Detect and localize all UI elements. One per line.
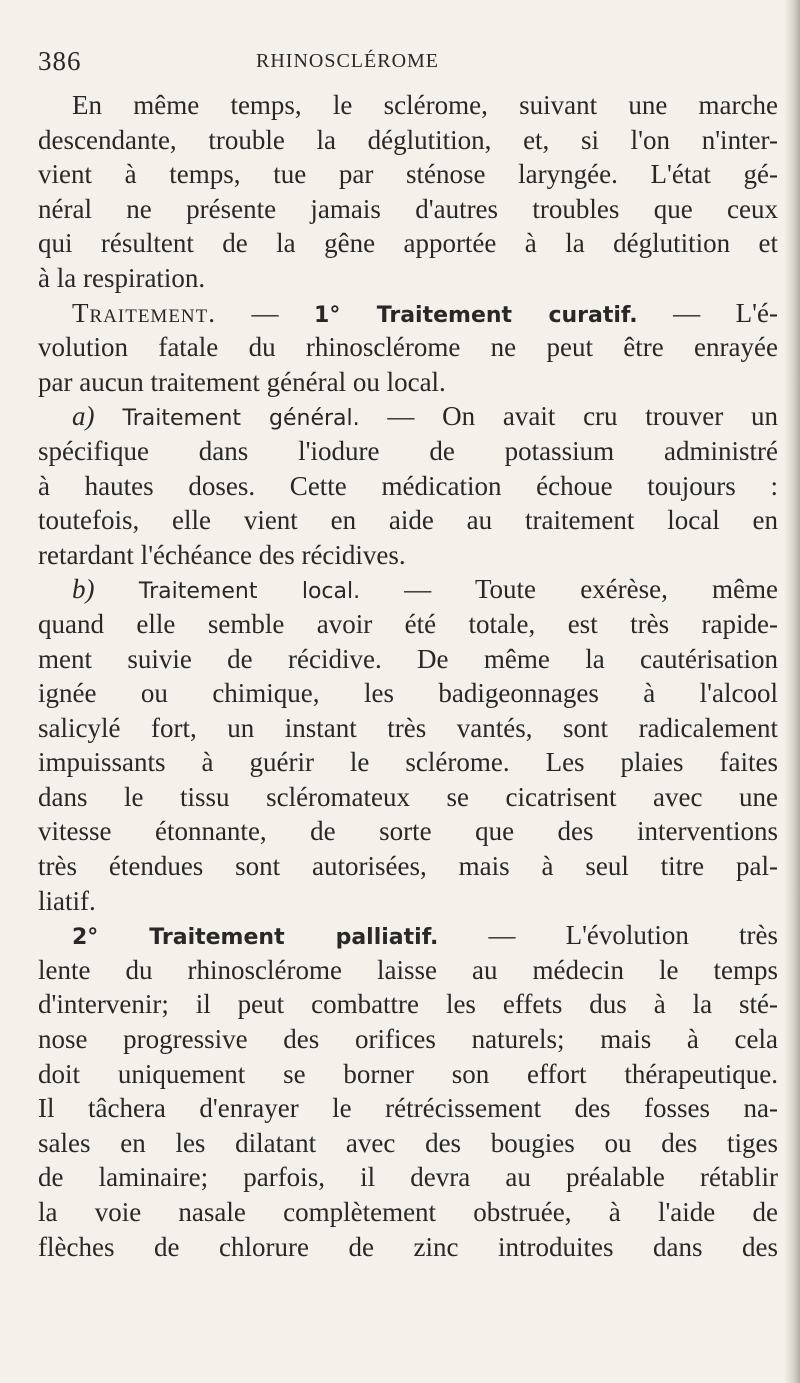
text-line: En même temps, le sclérome, suivant une marche xyxy=(72,90,778,120)
heading-line-local xyxy=(38,572,778,607)
page-number: 386 xyxy=(38,46,82,76)
section-label: Traitement. xyxy=(72,297,217,328)
text-line: lente du rhinosclérome laisse au médecin le temps xyxy=(38,954,778,985)
text-line: salicylé fort, un instant très vantés, sont radicalement xyxy=(38,712,778,743)
text-line: la voie nasale complètement obstruée, à l'aide de xyxy=(38,1197,778,1227)
heading-line-general xyxy=(38,399,778,434)
subheading-local: Traitement local. xyxy=(94,579,361,605)
running-title: RHINOSCLÉROME xyxy=(256,50,440,72)
text-line: à hautes doses. Cette médication échoue toujours : xyxy=(38,470,778,501)
text-line: ignée ou chimique, les badigeonnages à l'alcool xyxy=(38,678,778,709)
text-line: quand elle semble avoir été totale, est très rapide- xyxy=(38,608,778,639)
text-line: néral ne présente jamais d'autres troubles que ceux xyxy=(38,193,778,224)
text-line: impuissants à guérir le sclérome. Les plaies faites xyxy=(38,747,778,778)
subsection-heading-palliatif: 2° Traitement palliatif. xyxy=(72,925,439,951)
text-line: vient à temps, tue par sténose laryngée. L'état gé- xyxy=(38,159,778,190)
item-letter: a) xyxy=(72,401,95,432)
text-line: dans le tissu scléromateux se cicatrisent avec une xyxy=(38,781,778,812)
heading-continuation: — On avait cru trouver un xyxy=(359,401,778,432)
dash: — xyxy=(216,297,315,328)
text-line: volution fatale du rhinosclérome ne peut être enrayée xyxy=(38,332,778,363)
page-header xyxy=(38,46,778,80)
heading-continuation: — L'é- xyxy=(637,297,778,328)
text-line: sales en les dilatant avec des bougies ou des tiges xyxy=(38,1127,778,1158)
text-line: spécifique dans l'iodure de potassium administré xyxy=(38,435,778,466)
text-line: vitesse étonnante, de sorte que des interventions xyxy=(38,816,778,847)
text-line: liatif. xyxy=(38,885,96,916)
text-line: flèches de chlorure de zinc introduites dans des xyxy=(38,1231,778,1262)
item-letter: b) xyxy=(72,574,95,605)
text-line: doit uniquement se borner son effort thérapeutique. xyxy=(38,1058,778,1089)
subsection-heading-curatif: 1° Traitement curatif. xyxy=(314,302,638,328)
text-line: descendante, trouble la déglutition, et, si l'on n'inter- xyxy=(38,124,778,155)
heading-line-palliatif xyxy=(38,918,778,953)
text-line: ment suivie de récidive. De même la cautérisation xyxy=(38,643,778,674)
heading-continuation: — L'évolution très xyxy=(438,920,778,951)
text-line: de laminaire; parfois, il devra au préalable rétablir xyxy=(38,1162,778,1193)
page-edge-shadow xyxy=(784,0,800,1383)
text-line: Il tâchera d'enrayer le rétrécissement des fosses na- xyxy=(38,1093,778,1124)
text-line: par aucun traitement général ou local. xyxy=(38,366,446,397)
text-line: d'intervenir; il peut combattre les effets dus à la sté- xyxy=(38,989,778,1020)
text-line: toutefois, elle vient en aide au traitement local en xyxy=(38,505,778,536)
text-line: nose progressive des orifices naturels; mais à cela xyxy=(38,1024,778,1055)
heading-line-traitement xyxy=(38,296,778,331)
text-line: qui résultent de la gêne apportée à la déglutition et xyxy=(38,228,778,259)
heading-continuation: — Toute exérèse, même xyxy=(360,574,779,605)
text-line: très étendues sont autorisées, mais à seul titre pal- xyxy=(38,851,778,882)
text-line: retardant l'échéance des récidives. xyxy=(38,539,406,570)
page-body xyxy=(38,88,778,1264)
text-line: à la respiration. xyxy=(38,262,206,293)
subheading-general: Traitement général. xyxy=(94,406,360,432)
